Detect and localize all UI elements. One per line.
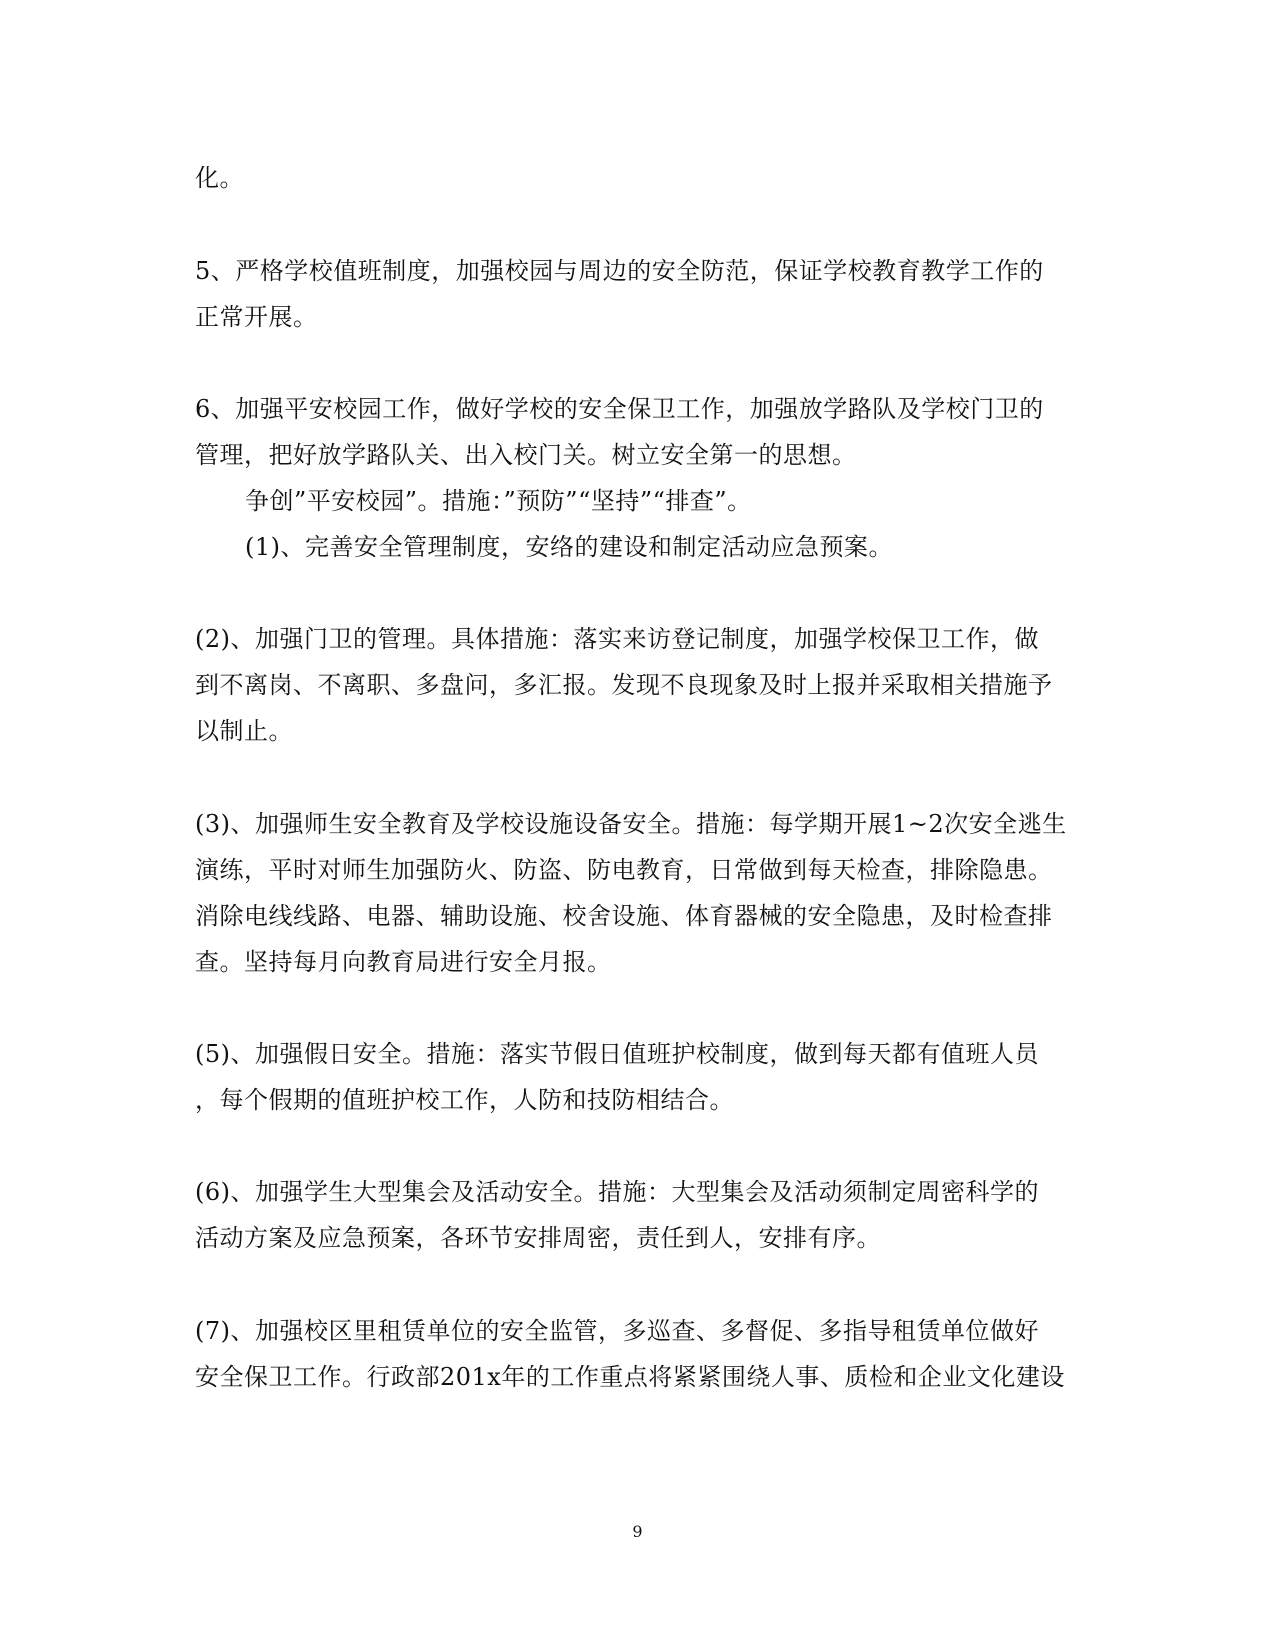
text-line: (6)、加强学生大型集会及活动安全。措施：大型集会及活动须制定周密科学的 bbox=[195, 1178, 1039, 1206]
text-line: 到不离岗、不离职、多盘问，多汇报。发现不良现象及时上报并采取相关措施予 bbox=[195, 671, 1053, 699]
text-line: 消除电线线路、电器、辅助设施、校舍设施、体育器械的安全隐患，及时检查排 bbox=[195, 902, 1053, 930]
text-line: (2)、加强门卫的管理。具体措施：落实来访登记制度，加强学校保卫工作，做 bbox=[195, 625, 1039, 653]
text-line: (1)、完善安全管理制度，安络的建设和制定活动应急预案。 bbox=[245, 533, 893, 561]
text-line: 5、严格学校值班制度，加强校园与周边的安全防范，保证学校教育教学工作的 bbox=[195, 257, 1044, 285]
text-line: 争创”平安校园”。措施：”预防”“坚持”“排查”。 bbox=[245, 487, 752, 515]
text-line: 正常开展。 bbox=[195, 303, 318, 331]
text-line: (5)、加强假日安全。措施：落实节假日值班护校制度，做到每天都有值班人员 bbox=[195, 1040, 1039, 1068]
text-line: 6、加强平安校园工作，做好学校的安全保卫工作，加强放学路队及学校门卫的 bbox=[195, 395, 1044, 423]
text-line: (3)、加强师生安全教育及学校设施设备安全。措施：每学期开展1~2次安全逃生 bbox=[195, 810, 1067, 838]
text-line: ，每个假期的值班护校工作，人防和技防相结合。 bbox=[195, 1086, 734, 1114]
text-line: 化。 bbox=[195, 164, 244, 192]
text-line: 管理，把好放学路队关、出入校门关。树立安全第一的思想。 bbox=[195, 441, 857, 469]
text-line: 以制止。 bbox=[195, 717, 293, 745]
text-line: 演练，平时对师生加强防火、防盗、防电教育，日常做到每天检查，排除隐患。 bbox=[195, 856, 1053, 884]
page-number: 9 bbox=[632, 1522, 643, 1541]
text-line: 活动方案及应急预案，各环节安排周密，责任到人，安排有序。 bbox=[195, 1224, 881, 1252]
text-line: 查。坚持每月向教育局进行安全月报。 bbox=[195, 948, 612, 976]
text-line: 安全保卫工作。行政部201x年的工作重点将紧紧围绕人事、质检和企业文化建设 bbox=[195, 1363, 1065, 1391]
text-line: (7)、加强校区里租赁单位的安全监管，多巡查、多督促、多指导租赁单位做好 bbox=[195, 1317, 1039, 1345]
